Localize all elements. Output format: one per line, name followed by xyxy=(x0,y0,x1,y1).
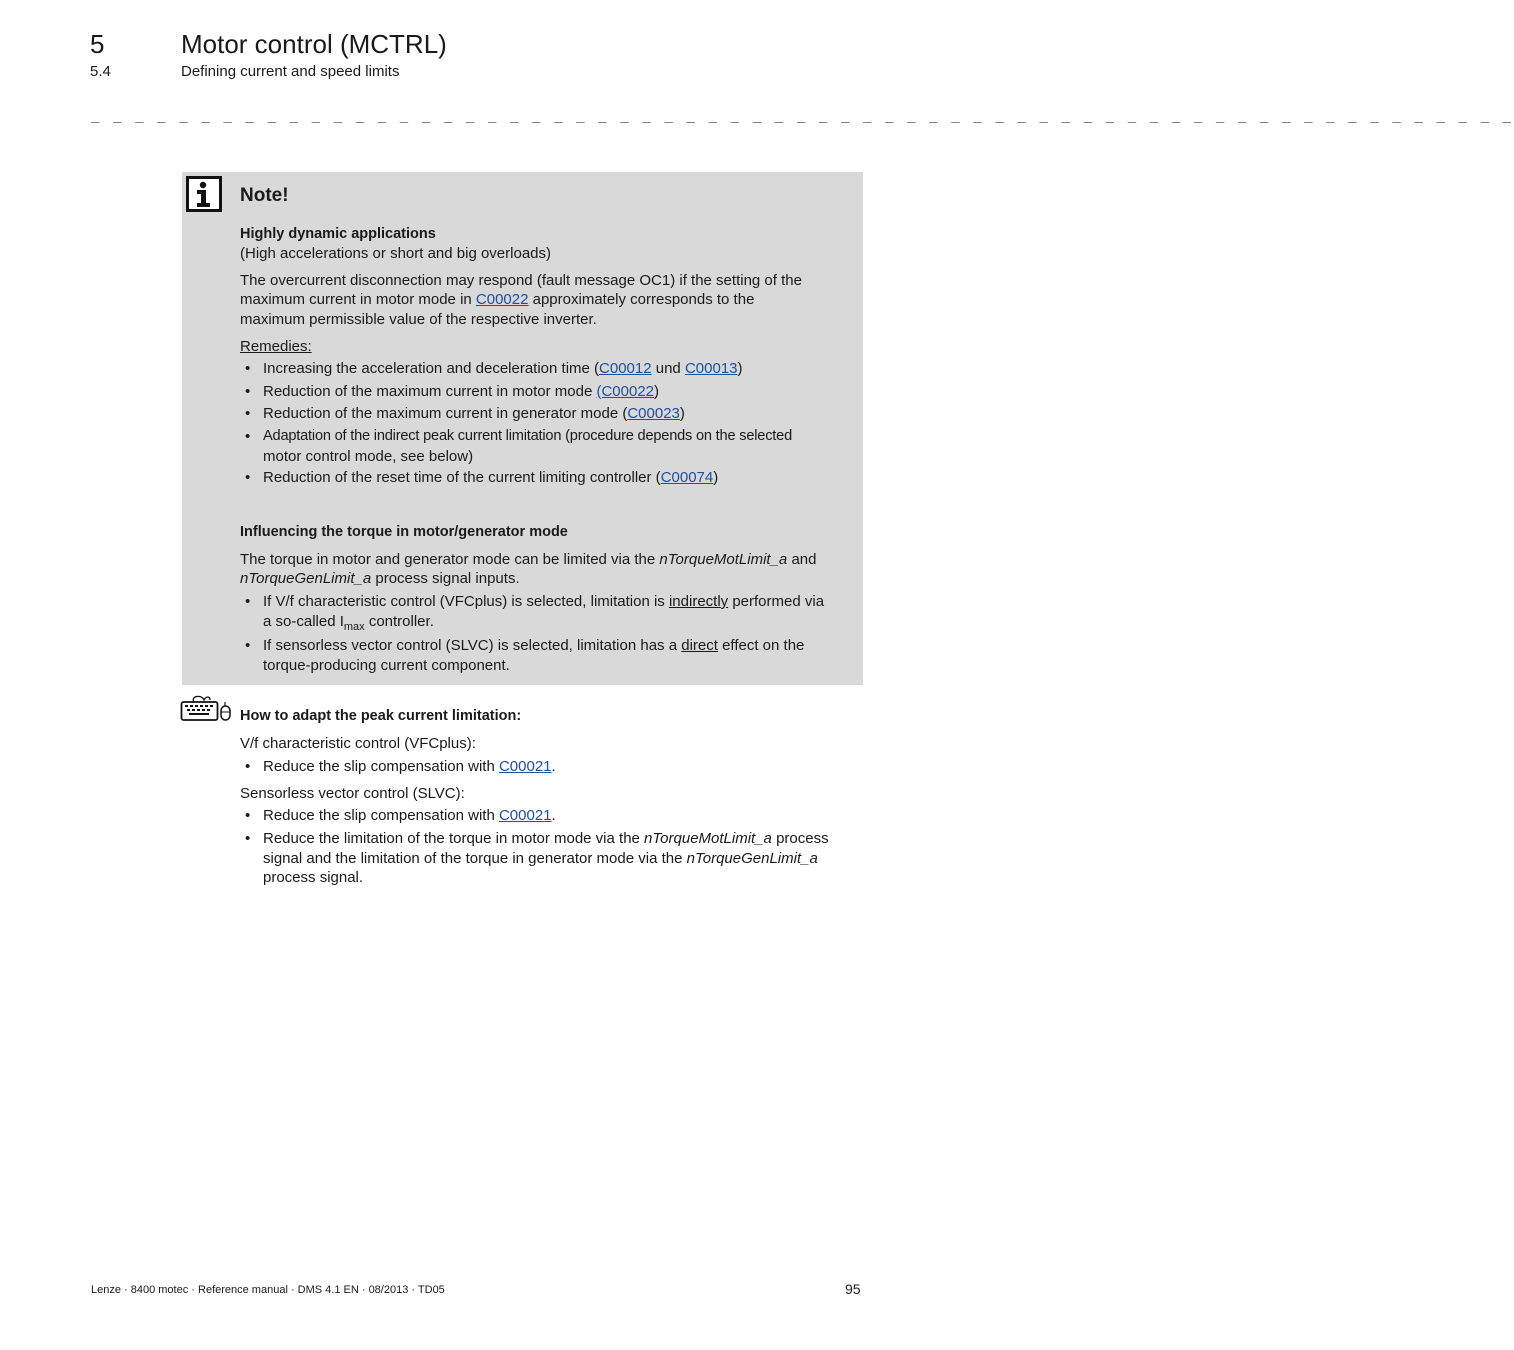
overcurrent-para-line2: maximum current in motor mode in C00022 approximately corresponds to the xyxy=(240,291,755,308)
section-number: 5.4 xyxy=(90,63,111,80)
bullet-icon: • xyxy=(245,593,251,610)
slvc-label: Sensorless vector control (SLVC): xyxy=(240,785,465,802)
bullet-icon: • xyxy=(245,758,251,775)
bullet-icon: • xyxy=(245,428,251,445)
link-c00012[interactable]: C00012 xyxy=(599,360,652,377)
bullet-icon: • xyxy=(245,405,251,422)
heading-dynamic-applications: Highly dynamic applications xyxy=(240,226,436,242)
bullet-icon: • xyxy=(245,830,251,847)
bullet-icon: • xyxy=(245,360,251,377)
footer-text: Lenze · 8400 motec · Reference manual · DMS 4.1 EN · 08/2013 · TD05 xyxy=(91,1284,445,1296)
bullet-icon: • xyxy=(245,637,251,654)
bullet-icon: • xyxy=(245,469,251,486)
keyboard-mouse-icon xyxy=(180,692,234,724)
link-c00021[interactable]: C00021 xyxy=(498,758,552,775)
link-c00022[interactable]: C00022 xyxy=(475,291,529,308)
info-icon xyxy=(186,176,222,212)
torque-para-line1: The torque in motor and generator mode can be limited via the nTorqueMotLimit_a and xyxy=(240,551,817,568)
vfc-label: V/f characteristic control (VFCplus): xyxy=(240,735,476,752)
link-c00022[interactable]: (C00022 xyxy=(596,383,655,400)
link-c00074[interactable]: C00074 xyxy=(660,469,714,486)
overcurrent-para-line1: The overcurrent disconnection may respond (fault message OC1) if the setting of the xyxy=(240,272,802,289)
remedies-label: Remedies: xyxy=(240,338,312,355)
chapter-number: 5 xyxy=(90,29,105,59)
link-c00023[interactable]: C00023 xyxy=(627,405,680,422)
howto-heading: How to adapt the peak current limitation: xyxy=(240,708,522,724)
note-title: Note! xyxy=(240,185,289,206)
torque-para-line2: nTorqueGenLimit_a process signal inputs. xyxy=(240,570,520,587)
bullet-icon: • xyxy=(245,383,251,400)
section-title: Defining current and speed limits xyxy=(181,63,400,80)
link-c00021[interactable]: C00021 xyxy=(498,807,552,824)
overcurrent-para-line3: maximum permissible value of the respective inverter. xyxy=(240,311,597,328)
page-number: 95 xyxy=(845,1281,861,1297)
header-rule: _ _ _ _ _ _ _ _ _ _ _ _ _ _ _ _ _ _ _ _ _ _ _ _ _ _ _ _ _ _ _ _ _ _ _ _ _ _ _ _ _ _ _ _ _ _ _ _ _ _ _ _ _ _ _ _ _ _ _ _ _ _ _ _ _ xyxy=(91,107,1514,123)
link-c00013[interactable]: C00013 xyxy=(684,360,738,377)
heading-torque-limit: Influencing the torque in motor/generator mode xyxy=(240,524,568,540)
bullet-icon: • xyxy=(245,807,251,824)
subheading-dynamic-applications: (High accelerations or short and big overloads) xyxy=(240,245,551,262)
chapter-title: Motor control (MCTRL) xyxy=(181,29,447,59)
